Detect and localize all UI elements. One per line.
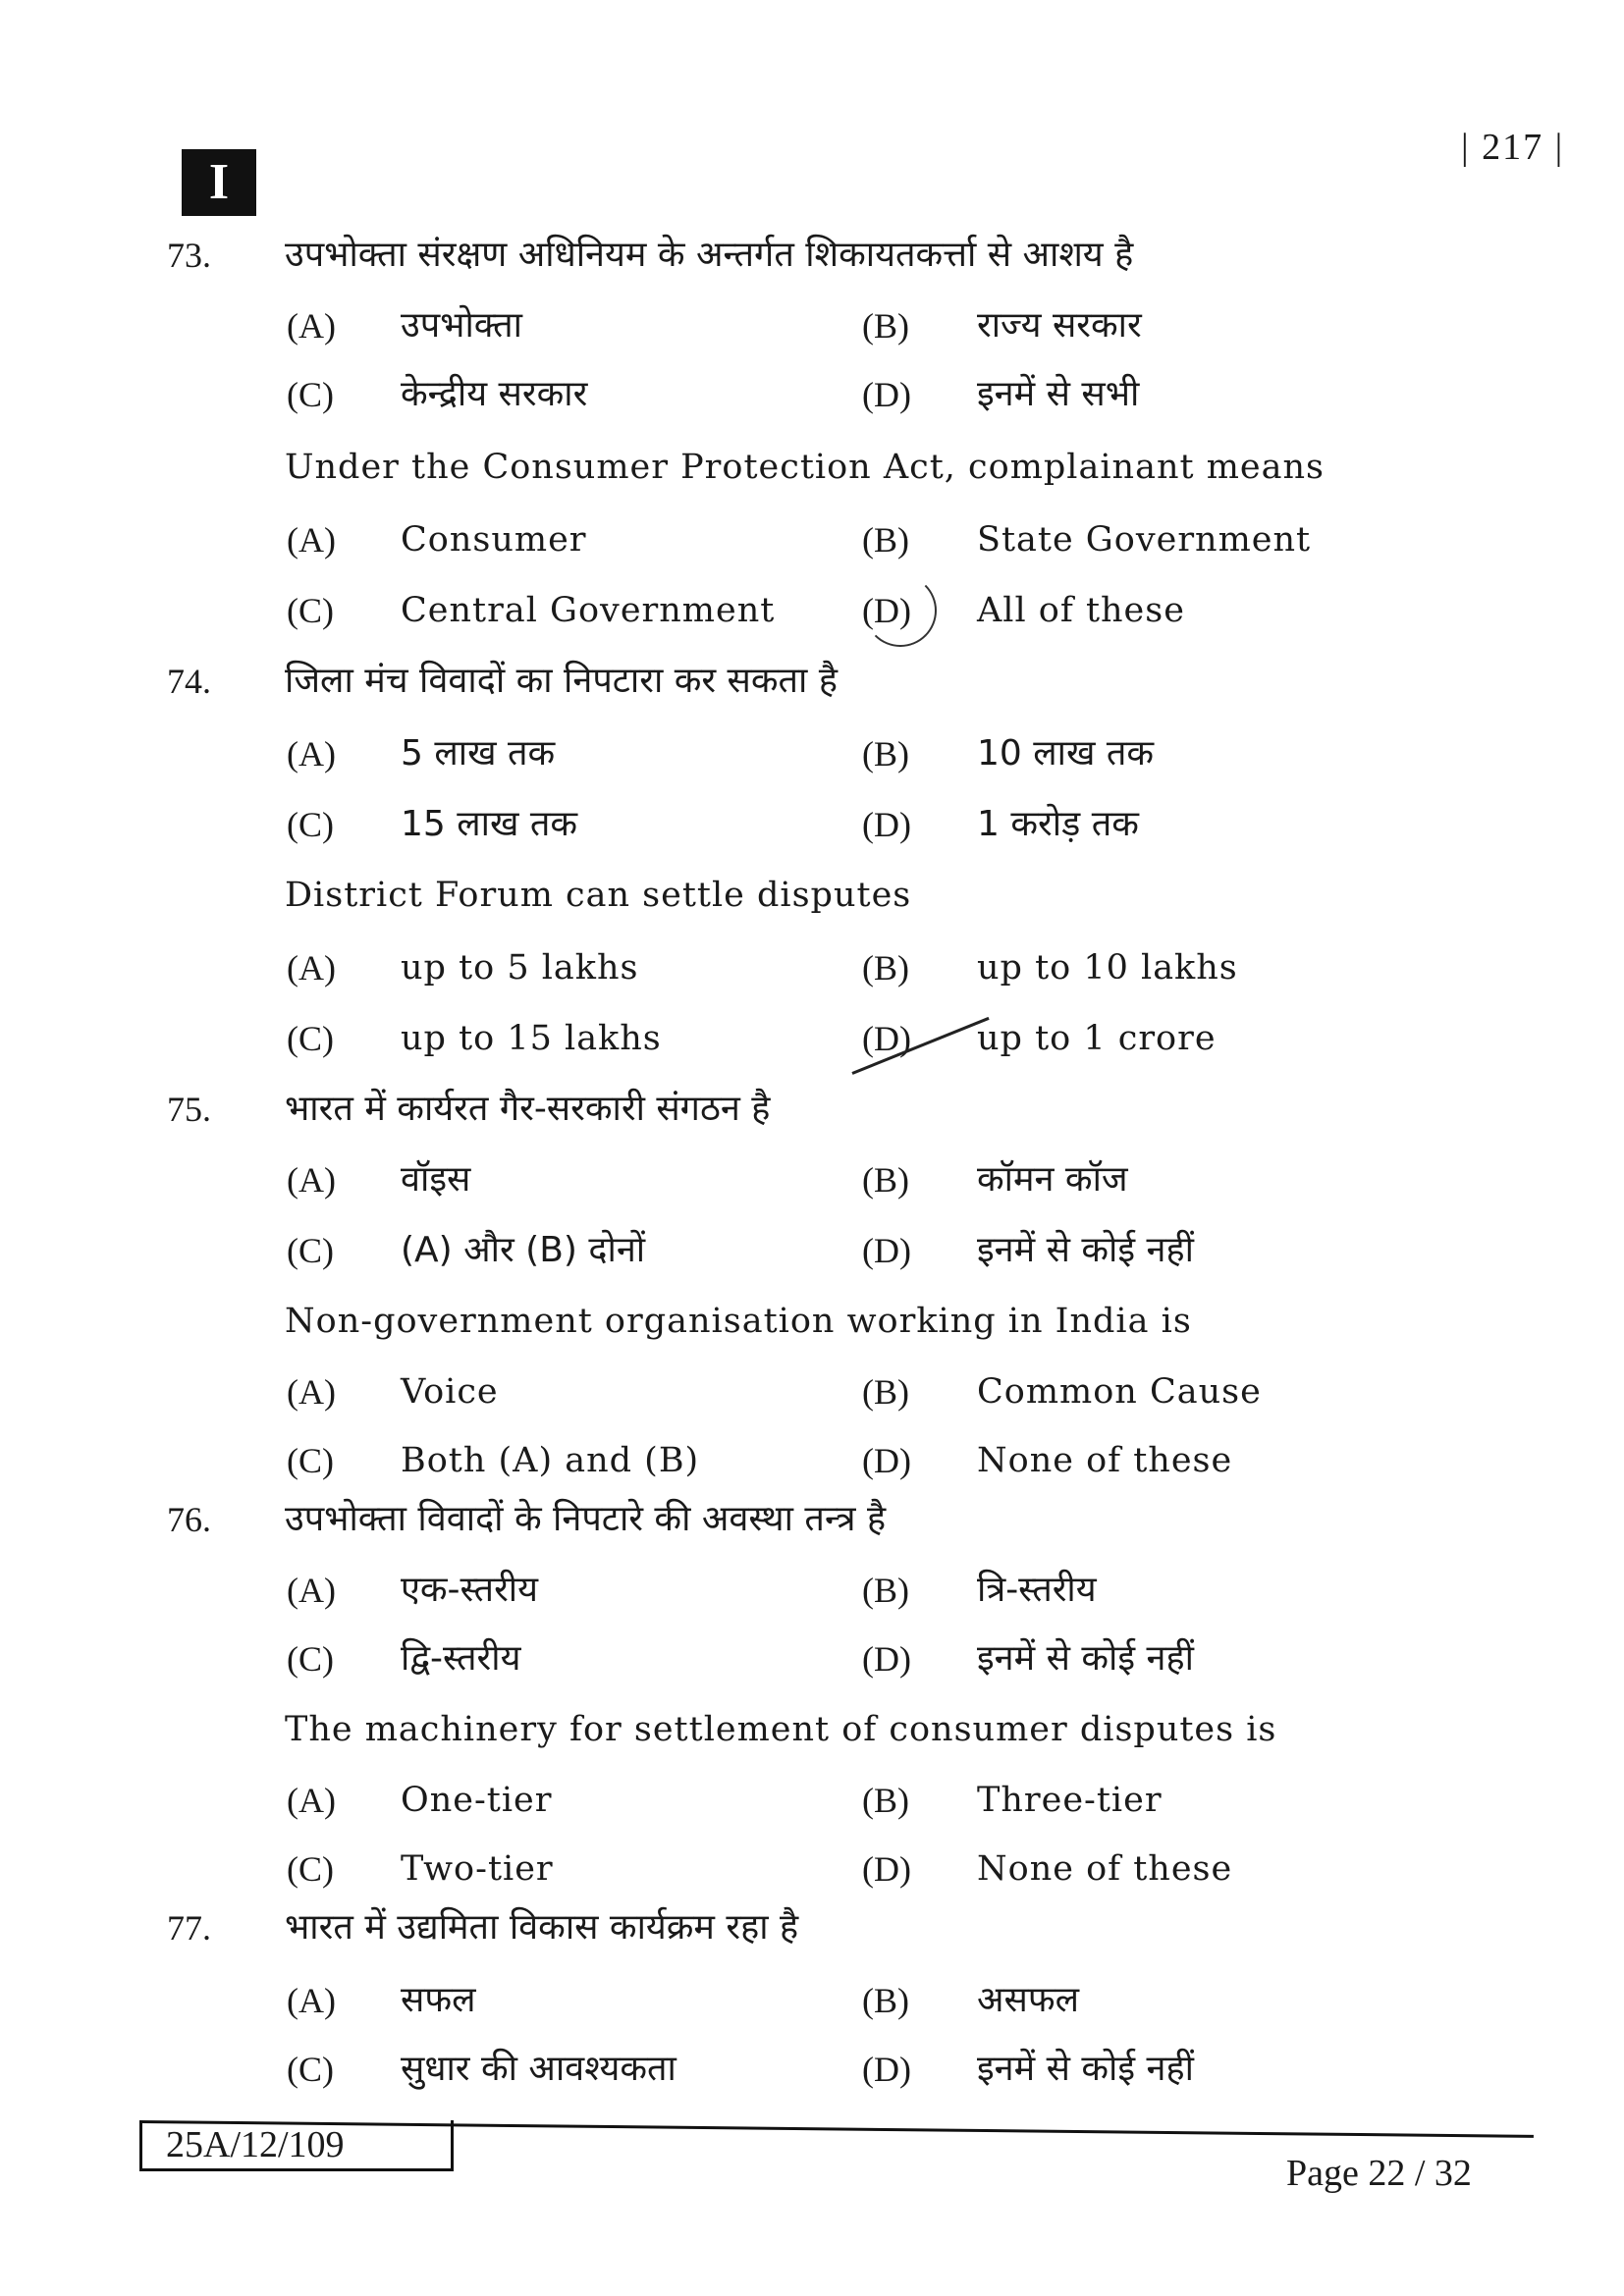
question-text-hindi: भारत में कार्यरत गैर-सरकारी संगठन है (285, 1089, 771, 1129)
option-a-english: Voice (401, 1372, 499, 1412)
option-label-a: (A) (287, 948, 336, 988)
option-c-hindi: सुधार की आवश्यकता (401, 2049, 677, 2089)
option-label-c: (C) (287, 805, 334, 844)
option-b-hindi: कॉमन कॉज (977, 1159, 1128, 1200)
section-badge: I (182, 149, 256, 216)
question-row-english (0, 438, 1624, 497)
question-number: 73. (167, 236, 211, 275)
option-c-english: Two-tier (401, 1849, 554, 1889)
question-row-hindi (0, 652, 1624, 711)
option-c-english: Central Government (401, 591, 776, 630)
option-label-b: (B) (862, 948, 909, 988)
options-row-cd-english (0, 581, 1624, 640)
option-d-english: All of these (977, 591, 1185, 630)
option-label-d: (D) (862, 1231, 911, 1270)
option-d-hindi: इनमें से सभी (977, 374, 1140, 414)
option-b-hindi: राज्य सरकार (977, 305, 1142, 346)
options-row-ab-hindi (0, 296, 1624, 355)
option-label-a: (A) (287, 1571, 336, 1610)
option-b-english: up to 10 lakhs (977, 948, 1238, 988)
option-a-english: Consumer (401, 520, 587, 560)
options-row-cd-hindi (0, 795, 1624, 854)
option-label-d: (D) (862, 1441, 911, 1480)
option-b-english: Three-tier (977, 1781, 1163, 1820)
question-row-hindi (0, 1080, 1624, 1139)
option-label-c: (C) (287, 1639, 334, 1679)
question-text-hindi: उपभोक्ता संरक्षण अधिनियम के अन्तर्गत शिकायतकर्त्ता से आशय है (285, 235, 1134, 275)
question-row-hindi (0, 1898, 1624, 1957)
option-label-d: (D) (862, 2050, 911, 2089)
question-number: 75. (167, 1090, 211, 1129)
page-indicator: Page 22 / 32 (1286, 2153, 1472, 2194)
option-c-english: Both (A) and (B) (401, 1441, 700, 1480)
option-b-english: State Government (977, 520, 1312, 560)
option-c-hindi: 15 लाख तक (401, 804, 578, 844)
option-label-d: (D) (862, 591, 911, 630)
option-a-hindi: सफल (401, 1980, 476, 2020)
option-label-d: (D) (862, 805, 911, 844)
option-c-hindi: (A) और (B) दोनों (401, 1230, 646, 1270)
paper-code: 25A/12/109 (139, 2120, 454, 2171)
option-label-b: (B) (862, 1160, 909, 1200)
option-label-a: (A) (287, 1372, 336, 1412)
question-text-english: Under the Consumer Protection Act, complainant means (285, 448, 1325, 487)
option-label-b: (B) (862, 1372, 909, 1412)
option-a-english: One-tier (401, 1781, 553, 1820)
options-row-cd-english (0, 1009, 1624, 1068)
option-label-c: (C) (287, 2050, 334, 2089)
option-label-c: (C) (287, 1019, 334, 1058)
option-label-c: (C) (287, 591, 334, 630)
option-b-hindi: 10 लाख तक (977, 733, 1155, 774)
answer-mark-circle (864, 574, 937, 647)
options-row-cd-hindi (0, 1629, 1624, 1688)
options-row-ab-hindi (0, 1561, 1624, 1620)
option-b-hindi: त्रि-स्तरीय (977, 1570, 1097, 1610)
question-row-hindi (0, 226, 1624, 285)
option-label-d: (D) (862, 1019, 911, 1058)
options-row-ab-english (0, 938, 1624, 997)
question-text-english: The machinery for settlement of consumer disputes is (285, 1710, 1277, 1749)
option-label-b: (B) (862, 306, 909, 346)
option-b-hindi: असफल (977, 1980, 1080, 2020)
question-text-hindi: जिला मंच विवादों का निपटारा कर सकता है (285, 661, 838, 701)
options-row-ab-hindi (0, 724, 1624, 783)
options-row-ab-english (0, 510, 1624, 569)
options-row-ab-english (0, 1771, 1624, 1830)
option-label-d: (D) (862, 1639, 911, 1679)
option-d-hindi: 1 करोड़ तक (977, 804, 1139, 844)
option-label-d: (D) (862, 1849, 911, 1889)
options-row-cd-english (0, 1431, 1624, 1490)
option-label-c: (C) (287, 1441, 334, 1480)
option-d-english: None of these (977, 1441, 1233, 1480)
option-b-english: Common Cause (977, 1372, 1262, 1412)
options-row-ab-english (0, 1362, 1624, 1421)
options-row-cd-english (0, 1840, 1624, 1898)
option-label-c: (C) (287, 1849, 334, 1889)
question-row-hindi (0, 1490, 1624, 1549)
option-label-c: (C) (287, 1231, 334, 1270)
option-c-english: up to 15 lakhs (401, 1019, 662, 1058)
option-label-a: (A) (287, 306, 336, 346)
option-d-hindi: इनमें से कोई नहीं (977, 1638, 1194, 1679)
option-c-hindi: केन्द्रीय सरकार (401, 374, 588, 414)
option-d-english: up to 1 crore (977, 1019, 1217, 1058)
question-row-english (0, 1700, 1624, 1759)
option-a-hindi: वॉइस (401, 1159, 471, 1200)
option-a-hindi: 5 लाख तक (401, 733, 556, 774)
option-d-english: None of these (977, 1849, 1233, 1889)
options-row-ab-hindi (0, 1150, 1624, 1209)
question-text-english: District Forum can settle disputes (285, 876, 912, 915)
option-label-b: (B) (862, 1571, 909, 1610)
question-text-english: Non-government organisation working in India is (285, 1302, 1192, 1341)
question-number: 77. (167, 1908, 211, 1948)
option-label-b: (B) (862, 1981, 909, 2020)
page-code: | 217 | (1461, 127, 1565, 168)
options-row-cd-hindi (0, 2040, 1624, 2099)
options-row-cd-hindi (0, 1221, 1624, 1280)
option-label-b: (B) (862, 520, 909, 560)
option-a-hindi: उपभोक्ता (401, 305, 522, 346)
question-text-hindi: उपभोक्ता विवादों के निपटारे की अवस्था तन्त्र है (285, 1499, 887, 1539)
option-label-a: (A) (287, 734, 336, 774)
option-a-hindi: एक-स्तरीय (401, 1570, 538, 1610)
options-row-ab-hindi (0, 1971, 1624, 2030)
option-label-a: (A) (287, 1981, 336, 2020)
option-d-hindi: इनमें से कोई नहीं (977, 2049, 1194, 2089)
question-number: 74. (167, 662, 211, 701)
options-row-cd-hindi (0, 365, 1624, 424)
question-number: 76. (167, 1500, 211, 1539)
question-text-hindi: भारत में उद्यमिता विकास कार्यक्रम रहा है (285, 1907, 799, 1948)
option-label-a: (A) (287, 1160, 336, 1200)
option-label-d: (D) (862, 375, 911, 414)
option-a-english: up to 5 lakhs (401, 948, 639, 988)
option-label-b: (B) (862, 734, 909, 774)
question-row-english (0, 866, 1624, 925)
option-label-a: (A) (287, 1781, 336, 1820)
option-c-hindi: द्वि-स्तरीय (401, 1638, 521, 1679)
option-label-b: (B) (862, 1781, 909, 1820)
option-label-a: (A) (287, 520, 336, 560)
question-row-english (0, 1292, 1624, 1351)
option-d-hindi: इनमें से कोई नहीं (977, 1230, 1194, 1270)
option-label-c: (C) (287, 375, 334, 414)
